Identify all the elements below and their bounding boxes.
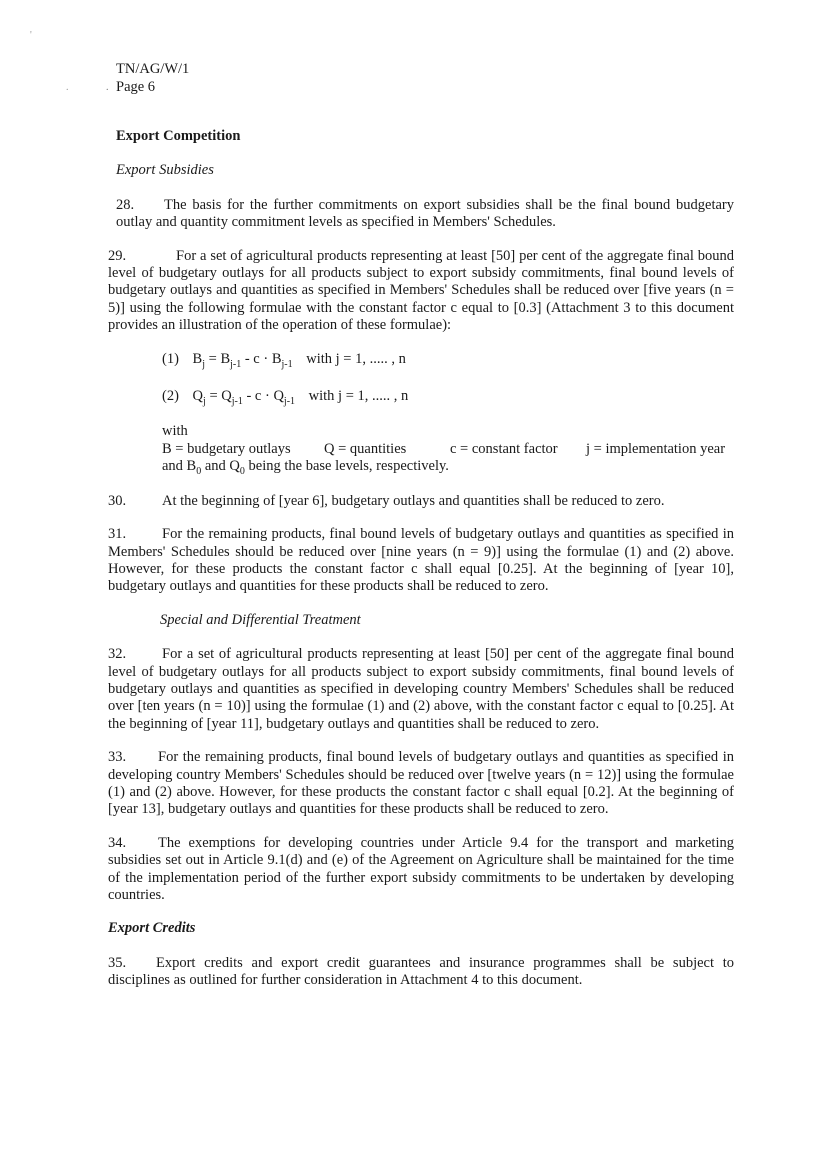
paragraph-text: Export credits and export credit guarantees and insurance programmes shall be subject to disciplines as outlined for further consideration in Attachment 4 to this document. [108,954,734,989]
document-body [108,128,734,1006]
paragraph-number: 31. [108,526,127,543]
paragraph-number: 34. [108,834,127,851]
paragraph-text: The basis for the further commitments on export subsidies shall be the final bound budgetary outlay and quantity commitment levels as specified in Members' Schedules. [116,196,734,231]
paragraph-32 [108,646,734,733]
formula-term-1: $B_{j-1}$ [220,350,242,370]
document-symbol: TN/AG/W/1 [116,61,190,77]
scan-mark-page: . [106,82,109,93]
definition-j: j = implementation year [586,440,726,457]
paragraph-34 [108,835,734,905]
paragraph-number: 30. [108,492,127,509]
formula-label: (2) [162,388,179,405]
formula-lhs: $B_j$ [192,350,205,370]
heading-export-competition: Export Competition [116,128,241,144]
formula-operator: - c · [244,350,269,367]
formula-range: with j = 1, ..... , n [308,388,409,405]
paragraph-30 [108,493,734,510]
formula-term-2: $Q_{j-1}$ [273,388,296,407]
base-levels-note: and $B_0$ and $Q_0$ being the base levels, respectively. [162,458,449,478]
definition-q: Q = quantities [324,440,407,457]
heading-special-differential: Special and Differential Treatment [160,611,361,628]
paragraph-31 [108,526,734,596]
formula-equals: = [209,388,218,405]
paragraph-text: For the remaining products, final bound levels of budgetary outlays and quantities as specified in Members' Schedules should be reduced over [nine years (n = 9)] using the formulae (1) and (2) above. However, for these products the constant factor c shall equal [0.25]. At the beginning of [year 10], budgetary outlays and quantities for these products shall be reduced to zero. [108,526,734,595]
formula-range: with j = 1, ..... , n [306,350,406,367]
paragraph-number: 33. [108,749,127,766]
paragraph-number: 29. [108,247,127,264]
paragraph-35 [108,955,734,990]
formula-operator: - c · [246,388,270,405]
scan-mark-top: ' [30,30,32,41]
definition-list [162,441,734,458]
page-number: Page 6 [116,79,156,95]
paragraph-28 [116,197,734,232]
formula-2 [162,388,734,405]
paragraph-number: 28. [116,196,135,213]
formula-1 [162,351,734,368]
paragraph-text: For the remaining products, final bound levels of budgetary outlays and quantities as specified in developing country Members' Schedules should be reduced over [twelve years (n = 12)] using the formulae (1) and (2) above. However, for these products the constant factor c shall equal [0.2]. At the beginning of [year 13], budgetary outlays and quantities for these products shall be reduced to zero. [108,749,734,818]
paragraph-text: The exemptions for developing countries under Article 9.4 for the transport and marketing subsidies set out in Article 9.1(d) and (e) of the Agreement on Agriculture shall be maintained for the time of the implementation period of the further export subsidy commitments to be undertaken by developing countries. [108,834,734,903]
paragraph-33 [108,749,734,819]
definition-c: c = constant factor [450,440,558,457]
formula-term-1: $Q_{j-1}$ [221,388,243,407]
formula-label: (1) [162,350,179,367]
heading-export-credits: Export Credits [108,920,196,937]
formula-block [162,351,734,406]
with-label: with [162,423,188,440]
formula-definitions [162,423,734,478]
formula-term-2: $B_{j-1}$ [271,350,293,370]
heading-export-subsidies: Export Subsidies [116,162,214,179]
formula-lhs: $Q_j$ [192,388,206,407]
paragraph-29 [108,248,734,335]
definition-b: B = budgetary outlays [162,440,291,457]
formula-equals: = [208,350,217,367]
paragraph-text: For a set of agricultural products representing at least [50] per cent of the aggregate final bound level of budgetary outlays for all products subject to export subsidy commitments, final bound levels of budgetary outlays and quantities as specified in developing country Members' Schedules shall be reduced over [ten years (n = 10)] using the formulae (1) and (2) above, with the constant factor c equal to [0.25]. At the beginning of [year 11], budgetary outlays and quantities shall be reduced to zero. [108,646,734,732]
paragraph-number: 32. [108,646,127,663]
page-header [116,60,189,96]
paragraph-text: At the beginning of [year 6], budgetary outlays and quantities shall be reduced to zero. [162,492,665,509]
scan-mark-side: . [66,82,69,93]
paragraph-number: 35. [108,954,127,971]
paragraph-text: For a set of agricultural products representing at least [50] per cent of the aggregate final bound level of budgetary outlays for all products subject to export subsidy commitments, final bound levels of budgetary outlays and quantities as specified in Members' Schedules shall be reduced over [five years (n = 5)] using the following formulae with the constant factor c equal to [0.3] (Attachment 3 to this document provides an illustration of the operation of these formulae): [108,247,734,334]
